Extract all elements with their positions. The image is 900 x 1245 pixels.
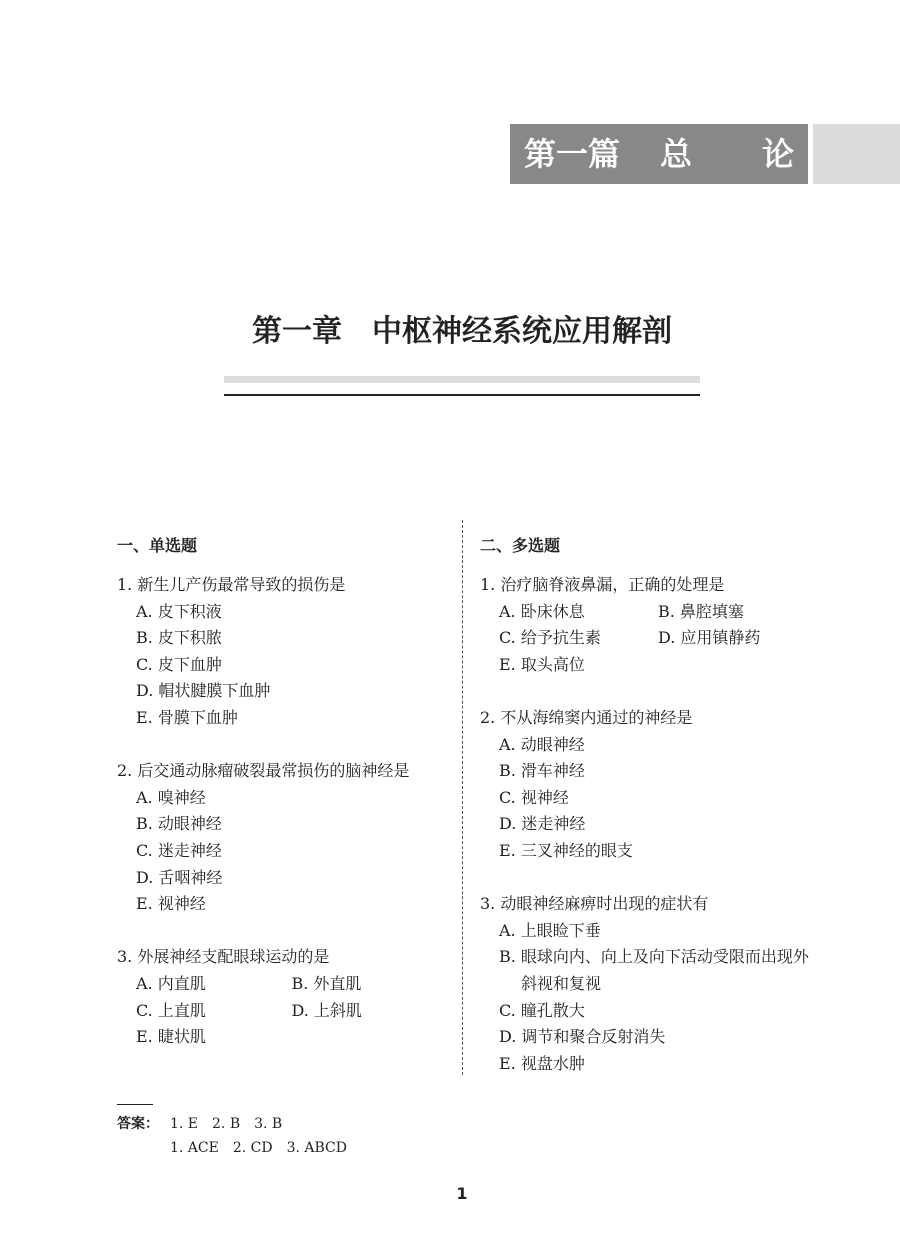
option: A. 嗅神经 <box>136 787 206 807</box>
option: E. 视盘水肿 <box>499 1053 585 1073</box>
option-row <box>480 758 820 785</box>
part-tab-decoration <box>813 124 900 184</box>
option: C. 上直肌 <box>136 1000 206 1020</box>
option: A. 卧床休息 <box>499 601 585 621</box>
answers-multiple: 1. ACE 2. CD 3. ABCD <box>170 1140 347 1156</box>
part-title-number: 第一篇 <box>524 135 621 173</box>
option-row <box>117 705 447 732</box>
question-stem: 2. 后交通动脉瘤破裂最常损伤的脑神经是 <box>117 761 410 781</box>
section-heading: 二、多选题 <box>480 536 561 555</box>
option-row <box>117 599 447 626</box>
question <box>117 944 447 1050</box>
option-row <box>117 625 447 652</box>
question <box>480 891 820 1077</box>
question <box>117 758 447 918</box>
option-row <box>117 811 447 838</box>
option: B. 鼻腔填塞 <box>658 601 744 621</box>
option: C. 给予抗生素 <box>499 628 601 648</box>
option: E. 取头高位 <box>499 654 585 674</box>
question-stem: 1. 治疗脑脊液鼻漏，正确的处理是 <box>480 575 725 594</box>
option: E. 骨膜下血肿 <box>136 707 238 727</box>
option: A. 上眼睑下垂 <box>499 920 601 940</box>
option-row <box>480 652 820 679</box>
option: B. 外直肌 <box>291 973 362 993</box>
option-row <box>480 998 820 1025</box>
option: C. 迷走神经 <box>136 840 222 860</box>
option-row <box>480 944 820 997</box>
question-stem: 1. 新生儿产伤最常导致的损伤是 <box>117 575 346 594</box>
answers-single: 1. E 2. B 3. B <box>170 1116 283 1132</box>
option: D. 迷走神经 <box>499 814 586 834</box>
page-number: 1 <box>456 1184 468 1203</box>
option: B. 滑车神经 <box>499 761 585 781</box>
option-row <box>480 625 820 652</box>
option: B. 皮下积脓 <box>136 628 222 648</box>
title-rule-black <box>224 394 700 396</box>
option-row <box>117 1024 447 1051</box>
option-row <box>117 891 447 918</box>
option: E. 睫状肌 <box>136 1027 206 1047</box>
option-row <box>480 732 820 759</box>
option-row <box>480 918 820 945</box>
option: A. 内直肌 <box>136 973 206 993</box>
option-row <box>480 1051 820 1078</box>
answers <box>117 1112 347 1160</box>
option-row <box>117 678 447 705</box>
option-row <box>117 785 447 812</box>
option-row <box>480 838 820 865</box>
question-stem: 3. 动眼神经麻痹时出现的症状有 <box>480 894 709 914</box>
title-rule-gray <box>224 376 700 383</box>
option: A. 皮下积液 <box>136 601 222 621</box>
part-title-char-1: 总 <box>660 135 693 173</box>
column-divider <box>462 520 463 1075</box>
option: A. 动眼神经 <box>499 734 585 754</box>
answers-rule <box>117 1104 153 1105</box>
option-row <box>117 838 447 865</box>
part-banner <box>510 124 808 184</box>
multiple-choice-column <box>480 533 820 1104</box>
option: B. 眼球向内、向上及向下活动受限而出现外斜视和复视 <box>499 947 809 993</box>
option: C. 皮下血肿 <box>136 654 222 674</box>
option: C. 视神经 <box>499 787 569 807</box>
option: E. 三叉神经的眼支 <box>499 840 633 860</box>
question-stem: 3. 外展神经支配眼球运动的是 <box>117 947 330 967</box>
question <box>480 572 820 678</box>
option: D. 调节和聚合反射消失 <box>499 1027 666 1047</box>
option: B. 动眼神经 <box>136 814 222 834</box>
question-stem: 2. 不从海绵窦内通过的神经是 <box>480 707 693 727</box>
part-title-char-2: 论 <box>762 135 795 173</box>
section-heading: 一、单选题 <box>117 536 198 555</box>
option-row <box>117 652 447 679</box>
question <box>480 705 820 865</box>
option-row <box>117 865 447 892</box>
option: D. 舌咽神经 <box>136 867 223 887</box>
option-row <box>480 1024 820 1051</box>
option-row <box>480 599 820 626</box>
option-row <box>480 785 820 812</box>
answers-label: 答案： <box>117 1116 159 1132</box>
chapter-title: 第一章 中枢神经系统应用解剖 <box>252 314 672 349</box>
option: D. 上斜肌 <box>291 1000 362 1020</box>
option-row <box>117 971 447 998</box>
option: E. 视神经 <box>136 894 206 914</box>
option: D. 应用镇静药 <box>658 628 761 648</box>
option: C. 瞳孔散大 <box>499 1000 585 1020</box>
option-row <box>480 811 820 838</box>
option-row <box>117 998 447 1025</box>
single-choice-column <box>117 533 447 1077</box>
option: D. 帽状腱膜下血肿 <box>136 681 271 701</box>
question <box>117 572 447 732</box>
